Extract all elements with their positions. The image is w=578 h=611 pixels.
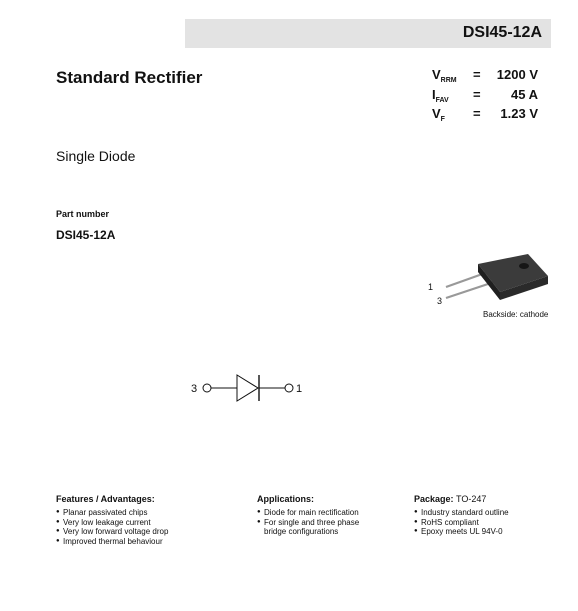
spec-equals: = [473,106,481,121]
features-list [56,508,246,546]
package-title: Package: TO-247 [414,494,487,504]
pin-1-label: 1 [428,282,434,292]
schematic-pin-left: 3 [191,383,198,395]
package-section [414,494,554,537]
spec-value: 1.23 V [500,106,538,121]
backside-caption: Backside: cathode [483,310,549,319]
page-title: Standard Rectifier [56,68,203,87]
spec-value: 1200 V [496,67,538,82]
spec-symbol: $I_{FAV}$ [432,87,449,104]
package-type: TO-247 [456,494,487,504]
spec-row-vf [432,106,542,124]
header-part-number: DSI45-12A [462,24,542,41]
terminal-right [285,384,293,392]
mounting-hole [519,263,529,269]
terminal-left [203,384,211,392]
applications-list [257,508,377,537]
spec-symbol: $V_F$ [432,106,445,123]
spec-row-vrrm [432,67,542,85]
spec-symbol: $V_{RRM}$ [432,67,457,84]
spec-equals: = [473,67,481,82]
subtitle: Single Diode [56,148,136,164]
applications-section [257,494,377,537]
list-item: ● For single and three phase bridge configurations [257,518,377,537]
package-list [414,508,554,537]
spec-value: 45 A [511,87,538,102]
applications-title: Applications: [257,494,315,504]
list-item: ● Very low forward voltage drop [56,527,246,537]
list-item: ● Industry standard outline [414,508,554,518]
list-item: ● Improved thermal behaviour [56,537,246,547]
diode-triangle [237,375,258,401]
schematic-pin-right: 1 [296,383,303,395]
spec-equals: = [473,87,481,102]
features-section [56,494,246,546]
list-item: ● Planar passivated chips [56,508,246,518]
diode-schematic [185,368,315,408]
list-item: ● Epoxy meets UL 94V-0 [414,527,554,537]
features-title: Features / Advantages: [56,494,155,504]
pin-3-label: 3 [437,296,443,306]
part-number-value: DSI45-12A [56,228,116,242]
spec-row-ifav [432,87,542,105]
list-item: ● Diode for main rectification [257,508,377,518]
list-item: ● Very low leakage current [56,518,246,528]
list-item: ● RoHS compliant [414,518,554,528]
package-image [420,252,550,310]
part-number-label: Part number [56,209,110,219]
